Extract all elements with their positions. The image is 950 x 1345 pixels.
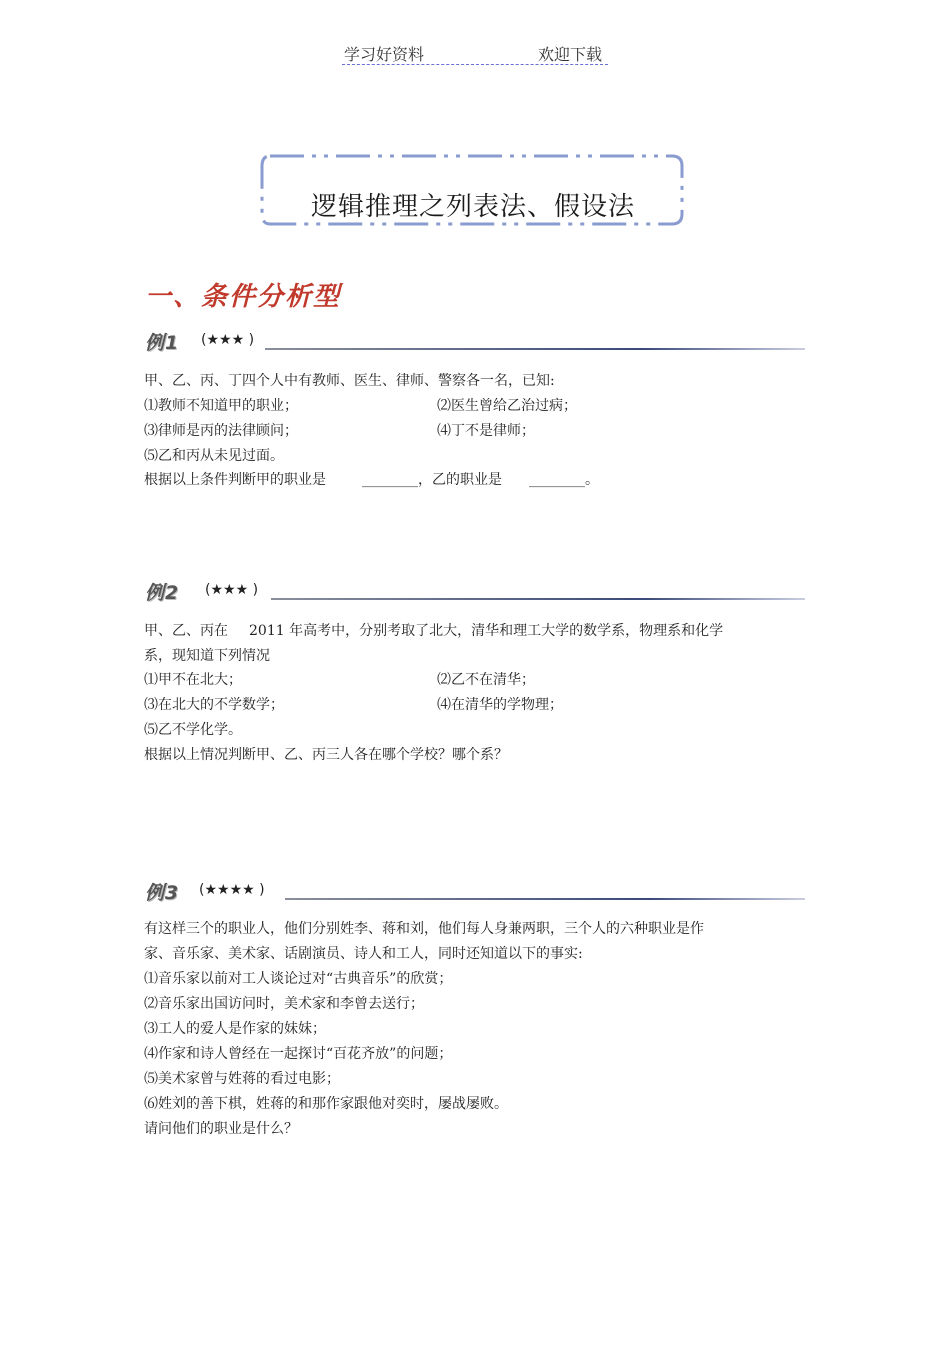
section-heading: 一、条件分析型 xyxy=(145,282,342,312)
ex1-condition-2: ⑵医生曾给乙治过病； xyxy=(437,398,577,414)
example-3-rule xyxy=(285,898,805,900)
example-3-badge: 例3 xyxy=(145,882,180,904)
ex2-intro-1: 甲、乙、丙在 xyxy=(144,623,228,639)
example-2-rule xyxy=(271,598,805,600)
ex2-question: 根据以上情况判断甲、乙、丙三人各在哪个学校？哪个系？ xyxy=(144,747,508,763)
example-1-badge: 例1 xyxy=(145,332,180,354)
example-2-badge: 例2 xyxy=(145,582,180,604)
ex3-fact-5: ⑸美术家曾与姓蒋的看过电影； xyxy=(144,1071,340,1087)
page-title: 逻辑推理之列表法、假设法 xyxy=(310,192,635,222)
ex3-intro-2: 家、音乐家、美术家、话剧演员、诗人和工人，同时还知道以下的事实: xyxy=(144,946,583,962)
example-1-stars: (★★★ ) xyxy=(201,332,255,348)
example-1-rule xyxy=(265,348,805,350)
ex1-question-c: ________。 xyxy=(529,472,599,488)
ex1-intro: 甲、乙、丙、丁四个人中有教师、医生、律师、警察各一名，已知: xyxy=(144,373,555,389)
ex3-question: 请问他们的职业是什么？ xyxy=(144,1121,298,1137)
ex2-intro-2: 2011 年高考中，分别考取了北大，清华和理工大学的数学系，物理系和化学 xyxy=(249,623,724,639)
example-2-stars: (★★★ ) xyxy=(205,582,259,598)
ex2-condition-1: ⑴甲不在北大； xyxy=(144,672,242,688)
header-left-text: 学习好资料 xyxy=(344,45,425,64)
example-3-stars: (★★★★ ) xyxy=(199,882,265,898)
page-header xyxy=(342,42,608,65)
ex3-fact-1: ⑴音乐家以前对工人谈论过对“古典音乐”的欣赏； xyxy=(144,971,453,987)
ex1-condition-1: ⑴教师不知道甲的职业； xyxy=(144,398,298,414)
example-2-header xyxy=(145,578,805,606)
ex3-fact-3: ⑶工人的爱人是作家的妹妹； xyxy=(144,1021,326,1037)
ex2-intro-3: 系，现知道下列情况 xyxy=(144,648,270,664)
example-1-header xyxy=(145,328,805,356)
ex2-condition-5: ⑸乙不学化学。 xyxy=(144,722,242,738)
ex3-fact-6: ⑹姓刘的善下棋，姓蒋的和那作家跟他对奕时，屡战屡败。 xyxy=(144,1096,508,1112)
ex3-fact-4: ⑷作家和诗人曾经在一起探讨“百花齐放”的问题； xyxy=(144,1046,453,1062)
example-3-header xyxy=(145,878,805,906)
ex2-condition-4: ⑷在清华的学物理； xyxy=(437,697,563,713)
ex2-condition-3: ⑶在北大的不学数学； xyxy=(144,697,284,713)
header-right-text: 欢迎下载 xyxy=(537,45,602,64)
ex1-condition-4: ⑷丁不是律师； xyxy=(437,423,535,439)
ex1-condition-3: ⑶律师是丙的法律顾问； xyxy=(144,423,298,439)
title-frame xyxy=(260,152,686,228)
ex3-fact-2: ⑵音乐家出国访问时，美术家和李曾去送行； xyxy=(144,996,424,1012)
ex1-question-a: 根据以上条件判断甲的职业是 xyxy=(144,472,326,488)
ex3-intro-1: 有这样三个的职业人，他们分别姓李、蒋和刘，他们每人身兼两职，三个人的六种职业是作 xyxy=(144,921,704,937)
ex1-question-b: ________，乙的职业是 xyxy=(362,472,502,488)
ex2-condition-2: ⑵乙不在清华； xyxy=(437,672,535,688)
ex1-condition-5: ⑸乙和丙从未见过面。 xyxy=(144,448,284,464)
